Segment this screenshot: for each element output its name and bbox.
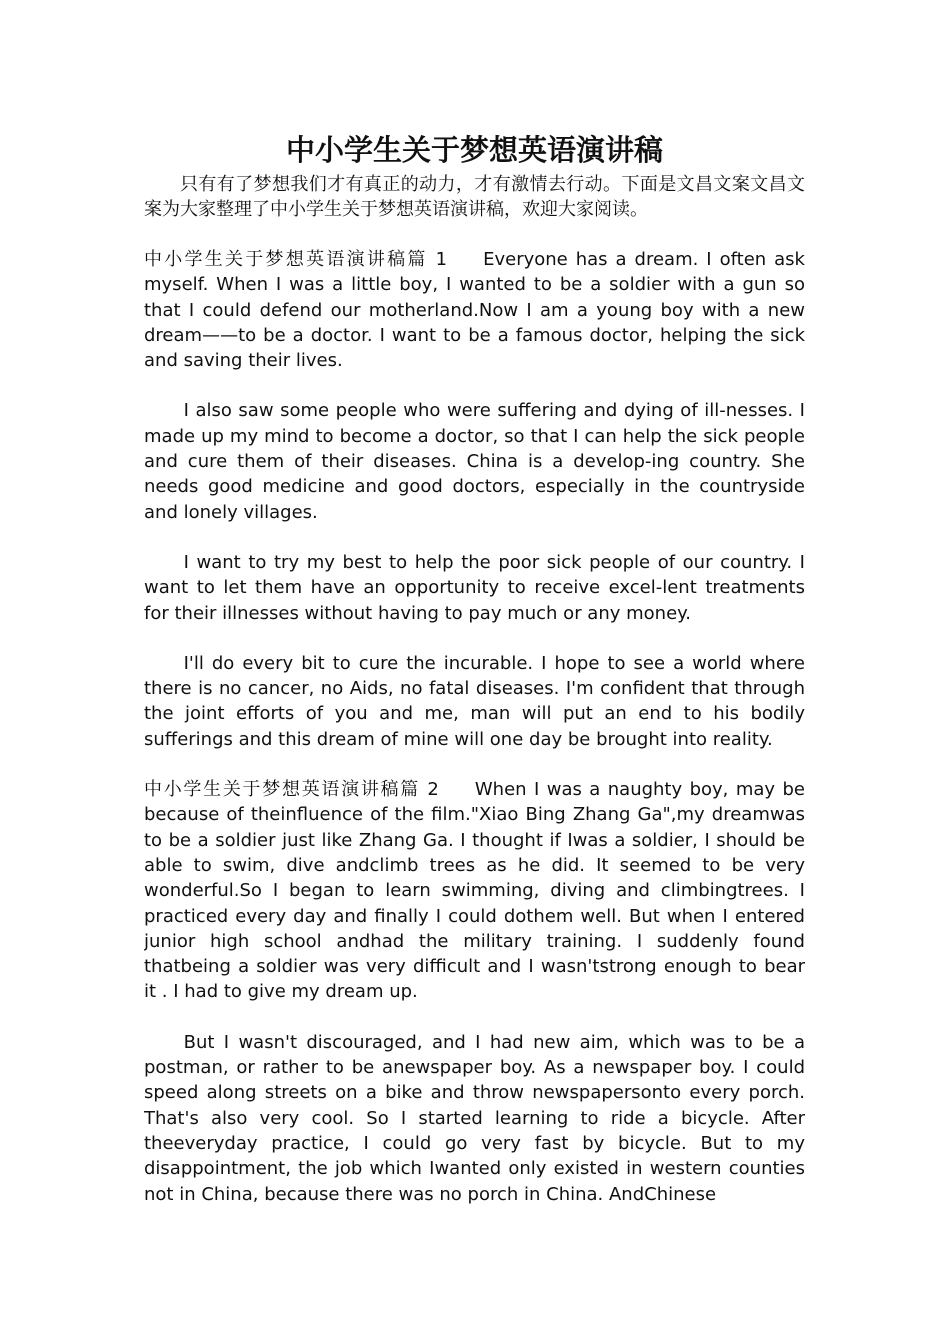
section-1-opening <box>144 247 805 373</box>
section-2-label: 中小学生关于梦想英语演讲稿篇 2 <box>144 779 439 801</box>
section-1-paragraph-4: I'll do every bit to cure the incurable. I hope to see a world where there is no cancer, no Aids, no fatal diseases. I'm confident that through the joint efforts of you and me, man will put an end to his bodily sufferings and this dream of mine will one day be brought into reality. <box>144 652 805 750</box>
section-2-first-paragraph: When I was a naughty boy, may be because of theinfluence of the film."Xiao Bing Zhang Ga",my dreamwas to be a soldier just like Zhang Ga. I thought if Iwas a soldier, I should be able to swim, dive andclimb trees as he did. It seemed to be very wonderful.So I began to learn swimming, diving and climbingtrees. I practiced every day and finally I could dothem well. But when I entered junior high school andhad the military training. I suddenly found thatbeing a soldier was very difficult and I wasn'tstrong enough to bear it . I had to give my dream up. <box>144 779 805 1003</box>
section-2-paragraph-2: But I wasn't discouraged, and I had new aim, which was to be a postman, or rather to be anewspaper boy. As a newspaper boy. I could speed along streets on a bike and throw newspapersonto every porch. That's also very cool. So I started learning to ride a bicycle. After theeveryday practice, I could go very fast by bicycle. But to my disappointment, the job which Iwanted only existed in western counties not in China, because there was no porch in China. AndChinese <box>144 1031 805 1205</box>
section-1-paragraph-3: I want to try my best to help the poor sick people of our country. I want to let them have an opportunity to receive excel-lent treatments for their illnesses without having to pay much or any money. <box>144 551 805 624</box>
document-page <box>144 128 805 1218</box>
section-1-label: 中小学生关于梦想英语演讲稿篇 1 <box>144 249 448 270</box>
intro-paragraph: 只有有了梦想我们才有真正的动力，才有激情去行动。下面是文昌文案文昌文案为大家整理了中小学生关于梦想英语演讲稿，欢迎大家阅读。 <box>144 174 805 220</box>
section-1-paragraph-2: I also saw some people who were suffering and dying of ill-nesses. I made up my mind to become a doctor, so that I can help the sick people and cure them of their diseases. China is a develop-ing country. She needs good medicine and good doctors, especially in the countryside and lonely villages. <box>144 400 805 523</box>
document-title: 中小学生关于梦想英语演讲稿 <box>285 133 663 167</box>
section-1-first-paragraph: Everyone has a dream. I often ask myself. When I was a little boy, I wanted to be a soldier with a gun so that I could defend our motherland.Now I am a young boy with a new dream——to be a doctor. I want to be a famous doctor, helping the sick and saving their lives. <box>144 249 805 372</box>
section-2-opening <box>144 777 805 1005</box>
